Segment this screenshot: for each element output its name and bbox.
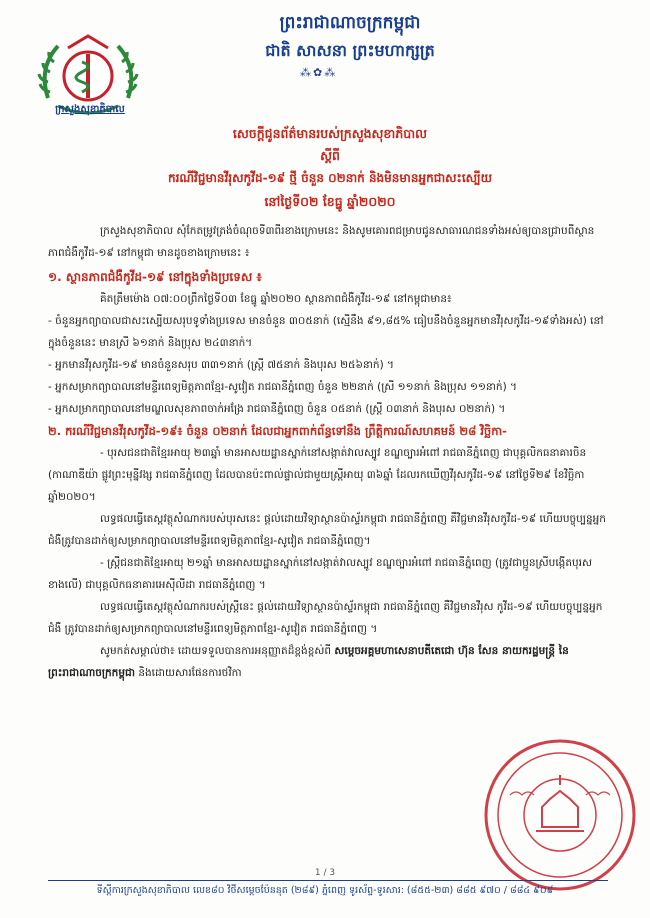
kingdom-heading: ព្រះរាជាណាចក្រកម្ពុជា (279, 13, 421, 33)
document-body (48, 220, 608, 684)
note-text-end: និងដោយសារផែនការថវិកា (135, 667, 242, 679)
prime-minister-name: សម្តេចអគ្គមហាសេនាបតីតេជោ ហ៊ុន សែន នាយករដ្ឋមន្ត្រី នៃព្រះរាជាណាចក្រកម្ពុជា (48, 645, 569, 679)
section-2-bullet: - បុរសជនជាតិខ្មែរអាយុ ២៣ឆ្នាំ មានអាសយដ្ឋានស្នាក់នៅសង្កាត់វាលស្បូវ ខណ្ឌច្បារអំពៅ រាជធានីភ្នំពេញ ជាបុគ្គលិកធនាគារចិន (កាណាឌីយ៉ា ផ្លូវព្រះមុន្នីវង្ស រាជធានីភ្នំពេញ ដែលបានប៉ះពាល់ផ្ទាល់ជាមួយស្ត្រីអាយុ ៣៦ឆ្នាំ ដែលរកឃើញវីរុសកូវីដ-១៩ នៅថ្ងៃទី២៩ ខែវិច្ឆិកា ឆ្នាំ២០២០។ (48, 447, 587, 503)
note-paragraph (48, 640, 608, 684)
ministry-of-health-logo (28, 28, 148, 138)
intro-paragraph: ក្រសួងសុខាភិបាល សុំកែតម្រូវត្រង់ចំណុចទី៣ពីរខាងក្រោមនេះ និងសូមគោរពជម្រាបជូនសាធារណជនទាំងអស់ឲ្យបានជ្រាបពីស្ថានភាពជំងឺកូវីដ-១៩ នៅកម្ពុជា មានដូចខាងក្រោមនេះ ៖ (48, 225, 595, 259)
title-line-4: នៅថ្ងៃទី០២ ខែធ្នូ ឆ្នាំ២០២០ (264, 194, 396, 209)
page-number: 1 / 3 (314, 868, 336, 878)
section-1-bullet: - ចំនួនអ្នកព្យាបាលជាសះស្បើយសរុបទូទាំងប្រទេស មានចំនួន ៣០៥នាក់ (ស្មើនឹង ៩១,៨៥% ធៀបនឹងចំនួនអ្នកមានវីរុសកូវីដ-១៩ទាំងអស់) នៅក្នុងចំនួននេះ មានស្រី ៦១នាក់ និងប្រុស ២៤៣នាក់។ (48, 315, 604, 349)
section-2-paragraph: លទ្ធផលធ្វើតេស្តវត្ថុសំណាករបស់ស្ត្រីនេះ ផ្តល់ដោយវិទ្យាស្ថានប៉ាស្ទ័រកម្ពុជា រាជធានីភ្នំពេញ គឺវិជ្ជមានវីរុស កូវីដ-១៩ ហើយបច្ចុប្បន្នអ្នកជំងឺ ត្រូវបានដាក់ឲ្យសម្រាកព្យាបាលនៅមន្ទីរពេទ្យមិត្តភាពខ្មែរ-សូវៀត រាជធានីភ្នំពេញ ។ (48, 601, 603, 635)
section-1-bullet: - អ្នកមានវីរុសកូវីដ-១៩ មានចំនួនសរុប ៣៣១នាក់ (ស្ត្រី ៧៥នាក់ និងបុរស ២៥៦នាក់) ។ (48, 359, 394, 371)
footer-divider (48, 880, 608, 881)
section-1-bullet: - អ្នកសម្រាកព្យាបាលនៅមន្ទីរពេទ្យមិត្តភាពខ្មែរ-សូវៀត រាជធានីភ្នំពេញ ចំនួន ២២នាក់ (ស្រី ១១នាក់ និងប្រុស ១១នាក់) ។ (48, 381, 517, 393)
national-motto: ជាតិ សាសនា ព្រះមហាក្សត្រ (265, 41, 435, 60)
note-text: សូមកត់សម្គាល់ថា៖ ដោយទទួលបានការអនុញ្ញាតដ៏ខ្ពង់ខ្ពស់ពី (100, 645, 335, 657)
section-2-bullet: - ស្ត្រីជនជាតិខ្មែរអាយុ ២១ឆ្នាំ មានអាសយដ្ឋានស្នាក់នៅសង្កាត់វាលស្បូវ ខណ្ឌច្បារអំពៅ រាជធានីភ្នំពេញ (ត្រូវជាប្អូនស្រីបង្កើតបុរសខាងលើ) ជាបុគ្គលិកធនាគារអេស៊ីលីដា រាជធានីភ្នំពេញ ។ (48, 557, 593, 591)
title-line-2: ស្តីពី (320, 148, 340, 163)
section-2-paragraph: លទ្ធផលធ្វើតេស្តវត្ថុសំណាករបស់បុរសនេះ ផ្តល់ដោយវិទ្យាស្ថានប៉ាស្ទ័រកម្ពុជា រាជធានីភ្នំពេញ គឺវិជ្ជមានវីរុសកូវីដ-១៩ ហើយបច្ចុប្បន្នអ្នកជំងឺត្រូវបានដាក់ឲ្យសម្រាកព្យាបាលនៅមន្ទីរពេទ្យមិត្តភាពខ្មែរ-សូវៀត រាជធានីភ្នំពេញ។ (48, 513, 606, 547)
section-2-heading: ២. ករណីវិជ្ជមានវីរុសកូវីដ-១៩៖ ចំនួន ០២នាក់ ដែលជាអ្នកពាក់ព័ន្ធទៅនឹង ព្រឹត្តិការណ៍សហគមន៍ ២៨ វិច្ឆិកា- (48, 424, 507, 438)
title-line-3: ករណីវិជ្ជមានវីរុសកូវីដ-១៩ ថ្មី ចំនួន ០២នាក់ និងមិនមានអ្នកជាសះស្បើយ (167, 171, 493, 185)
ministry-name: ក្រសួងសុខាភិបាល (55, 104, 125, 115)
section-1-bullet: - អ្នកសម្រាកព្យាបាលនៅមណ្ឌលសុខភាពចាក់អង្រែ រាជធានីភ្នំពេញ ចំនួន ០៥នាក់ (ស្ត្រី ០៣នាក់ និងបុរស ០២នាក់) ។ (48, 403, 506, 415)
section-1-heading: ១. ស្ថានភាពជំងឺកូវីដ-១៩ នៅក្នុងទាំងប្រទេស ៖ (48, 270, 262, 284)
section-1-paragraph: គិតត្រឹមម៉ោង ០៧:០០ព្រឹកថ្ងៃទី០៣ ខែធ្នូ ឆ្នាំ២០២០ ស្ថានភាពជំងឺកូវីដ-១៩ នៅកម្ពុជាមាន៖ (100, 293, 452, 305)
ornament: ⁂✿⁂ (300, 66, 338, 79)
footer-address: ទីស្តីការក្រសួងសុខាភិបាល លេខ៨០ វិថីសម្តេចប៉ែននុត (២៨៩) ភ្នំពេញ ទូរស័ព្ទ-ទូរសារ: (៨៥៥-២៣) ៨៨៥ ៩៧០ / ៨៨៤ ៩០៩ (96, 885, 554, 896)
title-line-1: សេចក្តីជូនព័ត៌មានរបស់ក្រសួងសុខាភិបាល (232, 126, 428, 141)
